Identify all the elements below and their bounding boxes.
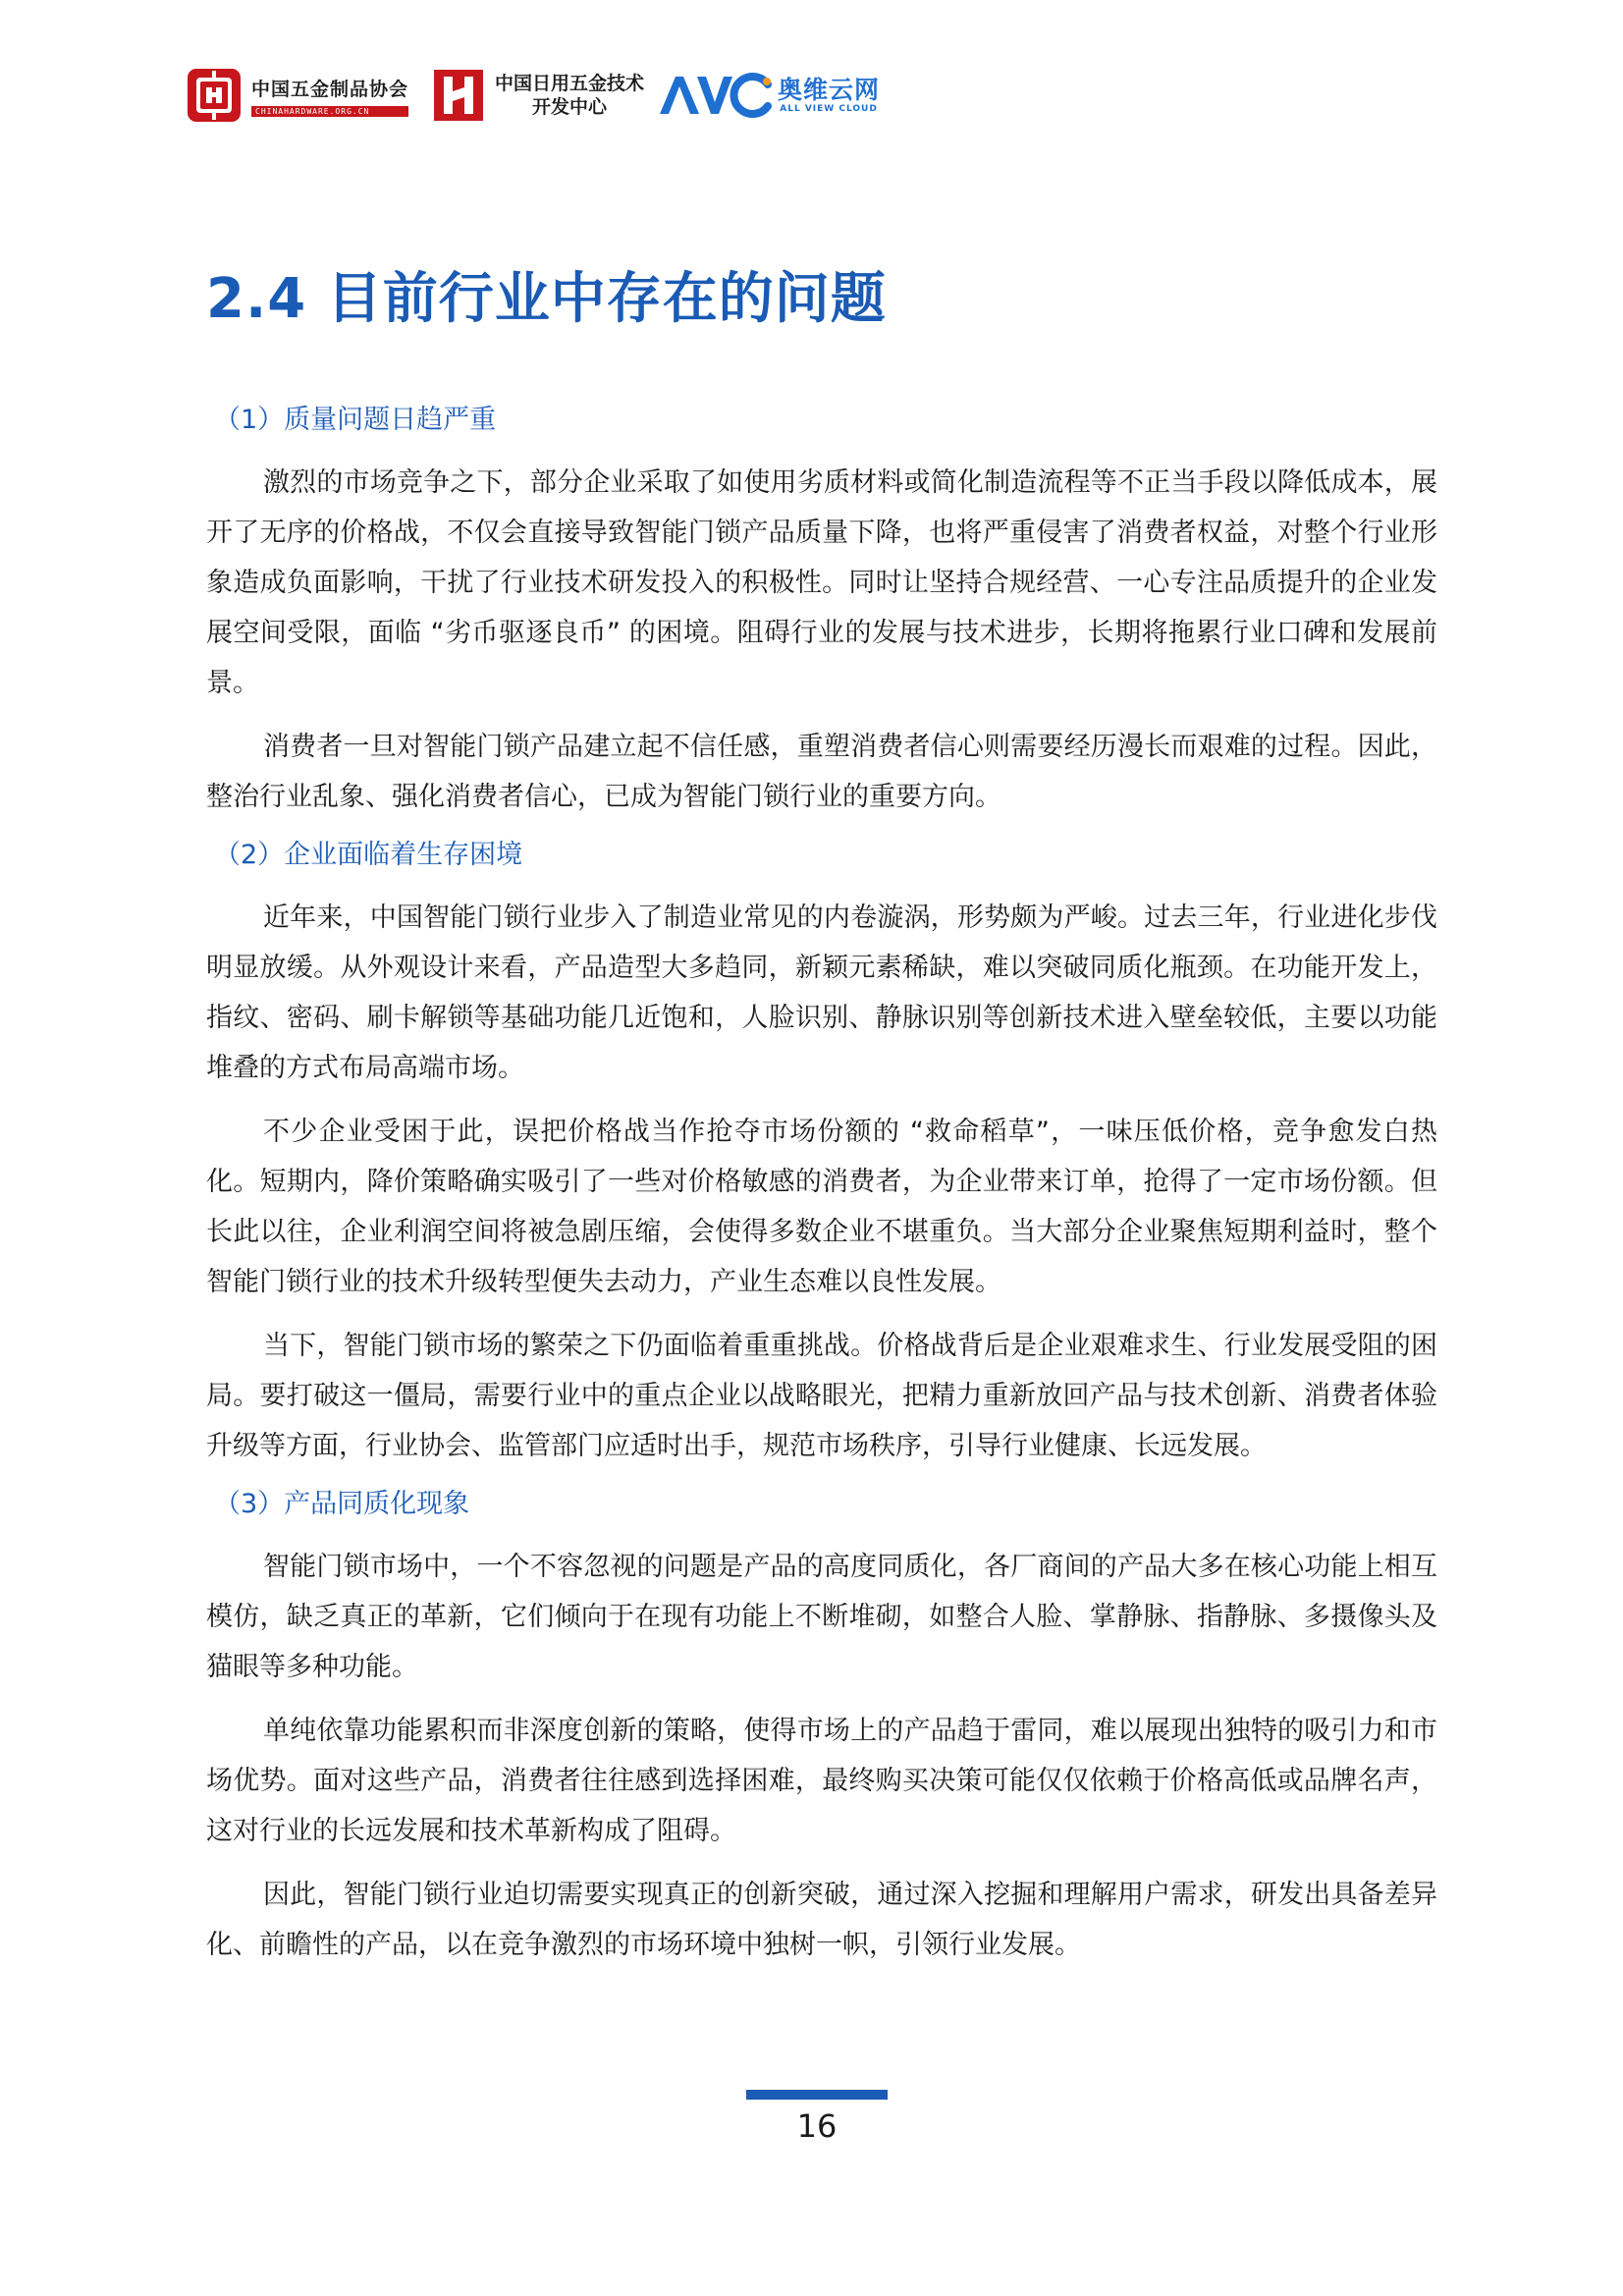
association-name: 中国五金制品协会 <box>251 78 409 100</box>
h-emblem-icon <box>432 68 485 123</box>
paragraph: 近年来，中国智能门锁行业步入了制造业常见的内卷漩涡，形势颇为严峻。过去三年，行业进化步伐明显放缓。从外观设计来看，产品造型大多趋同，新颖元素稀缺，难以突破同质化瓶颈。在功能开发上，指纹、密码、刷卡解锁等基础功能几近饱和，人脸识别、静脉识别等创新技术进入壁垒较低，主要以功能堆叠的方式布局高端市场。 <box>206 902 1437 1083</box>
subsection-heading: （1）质量问题日趋严重 <box>214 405 497 435</box>
subsection-heading: （3）产品同质化现象 <box>214 1489 470 1519</box>
china-hardware-association-logo <box>187 68 408 123</box>
hardware-tech-center-logo <box>432 68 644 123</box>
subsection-survival <box>206 836 1437 1471</box>
avc-wordmark-icon <box>658 73 772 118</box>
paragraph: 当下，智能门锁市场的繁荣之下仍面临着重重挑战。价格战背后是企业艰难求生、行业发展受阻的困局。要打破这一僵局，需要行业中的重点企业以战略眼光，把精力重新放回产品与技术创新、消费者体验升级等方面，行业协会、监管部门应适时出手，规范市场秩序，引导行业健康、长远发展。 <box>206 1331 1437 1461</box>
header-logos <box>187 61 880 130</box>
page-number-rule <box>746 2090 888 2100</box>
avc-chinese-name: 奥维云网 <box>778 76 881 104</box>
tech-center-name-line1: 中国日用五金技术 <box>495 73 645 94</box>
paragraph: 智能门锁市场中，一个不容忽视的问题是产品的高度同质化，各厂商间的产品大多在核心功能上相互模仿，缺乏真正的革新，它们倾向于在现有功能上不断堆砌，如整合人脸、掌静脉、指静脉、多摄像头及猫眼等多种功能。 <box>206 1552 1437 1682</box>
all-view-cloud-logo <box>658 73 880 118</box>
section-title: 2.4 目前行业中存在的问题 <box>206 267 887 331</box>
association-url: CHINAHARDWARE.ORG.CN <box>251 106 408 117</box>
paragraph: 消费者一旦对智能门锁产品建立起不信任感，重塑消费者信心则需要经历漫长而艰难的过程。因此，整治行业乱象、强化消费者信心，已成为智能门锁行业的重要方向。 <box>206 732 1437 812</box>
tech-center-name-line2: 开发中心 <box>532 96 608 118</box>
subsection-heading: （2）企业面临着生存困境 <box>214 840 523 870</box>
paragraph: 单纯依靠功能累积而非深度创新的策略，使得市场上的产品趋于雷同，难以展现出独特的吸引力和市场优势。面对这些产品，消费者往往感到选择困难，最终购买决策可能仅仅依赖于价格高低或品牌名声，这对行业的长远发展和技术革新构成了阻碍。 <box>206 1716 1437 1846</box>
cnha-emblem-icon <box>187 68 242 123</box>
avc-english-name: ALL VIEW CLOUD <box>780 104 878 114</box>
paragraph: 激烈的市场竞争之下，部分企业采取了如使用劣质材料或简化制造流程等不正当手段以降低成本，展开了无序的价格战，不仅会直接导致智能门锁产品质量下降，也将严重侵害了消费者权益，对整个行业形象造成负面影响，干扰了行业技术研发投入的积极性。同时让坚持合规经营、一心专注品质提升的企业发展空间受限，面临 “劣币驱逐良币” 的困境。阻碍行业的发展与技术进步，长期将拖累行业口碑和发展前景。 <box>206 467 1437 698</box>
subsection-quality <box>206 401 1437 822</box>
main-content <box>206 401 1437 1984</box>
subsection-homogenization <box>206 1485 1437 1970</box>
page-number: 16 <box>796 2107 838 2145</box>
paragraph: 因此，智能门锁行业迫切需要实现真正的创新突破，通过深入挖掘和理解用户需求，研发出具备差异化、前瞻性的产品，以在竞争激烈的市场环境中独树一帜，引领行业发展。 <box>206 1880 1437 1960</box>
paragraph: 不少企业受困于此，误把价格战当作抢夺市场份额的 “救命稻草”，一味压低价格，竞争愈发白热化。短期内，降价策略确实吸引了一些对价格敏感的消费者，为企业带来订单，抢得了一定市场份额。但长此以往，企业利润空间将被急剧压缩，会使得多数企业不堪重负。当大部分企业聚焦短期利益时，整个智能门锁行业的技术升级转型便失去动力，产业生态难以良性发展。 <box>206 1117 1437 1297</box>
